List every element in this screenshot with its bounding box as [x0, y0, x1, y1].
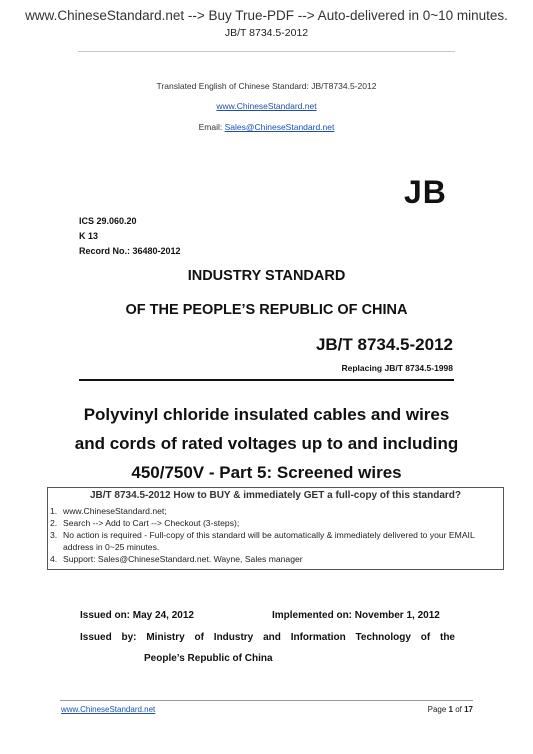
- header-divider: [78, 51, 455, 52]
- issued-date: Issued on: May 24, 2012: [80, 610, 194, 621]
- issued-by-line-2: People’s Republic of China: [144, 653, 273, 664]
- step-number: 2.: [50, 518, 58, 528]
- industry-standard-heading: INDUSTRY STANDARD: [187, 268, 346, 284]
- purchase-step: [48, 505, 503, 517]
- step-text: No action is required - Full-copy of this standard will be automatically & immediately delivered to your EMAIL address in 0~25 minutes.: [63, 530, 475, 552]
- footer-site-link[interactable]: www.ChineseStandard.net: [61, 705, 156, 714]
- step-text: www.ChineseStandard.net;: [63, 506, 167, 516]
- page-current: 1: [448, 705, 453, 714]
- jb-logo: JB: [404, 174, 447, 210]
- prc-heading: OF THE PEOPLE’S REPUBLIC OF CHINA: [125, 302, 408, 318]
- email-link[interactable]: Sales@ChineseStandard.net: [224, 122, 335, 132]
- replacing-note: Replacing JB/T 8734.5-1998: [341, 363, 453, 373]
- implemented-date: Implemented on: November 1, 2012: [272, 610, 440, 621]
- purchase-info-box: [47, 487, 504, 570]
- purchase-steps: [48, 505, 503, 565]
- purchase-step: [48, 529, 503, 553]
- title-divider: [79, 379, 454, 381]
- email-line: [0, 122, 533, 132]
- page-prefix: Page: [427, 705, 449, 714]
- step-number: 3.: [50, 530, 58, 540]
- page-of: of: [452, 705, 465, 714]
- issued-by-line-1: Issued by: Ministry of Industry and Information Technology of the: [80, 632, 455, 643]
- document-title-line-1: Polyvinyl chloride insulated cables and wires: [83, 405, 450, 424]
- step-text: Search --> Add to Cart --> Checkout (3-steps);: [63, 518, 240, 528]
- purchase-step: [48, 553, 503, 565]
- ics-code: ICS 29.060.20: [79, 216, 137, 226]
- site-link[interactable]: www.ChineseStandard.net: [216, 101, 317, 111]
- document-title-line-2: and cords of rated voltages up to and including: [74, 434, 459, 453]
- translation-line: Translated English of Chinese Standard: JB/T8734.5-2012: [156, 81, 377, 91]
- page-total: 17: [464, 705, 473, 714]
- header-standard-code: JB/T 8734.5-2012: [224, 27, 309, 39]
- document-title-line-3: 450/750V - Part 5: Screened wires: [131, 463, 402, 482]
- email-label: Email:: [198, 122, 225, 132]
- purchase-step: [48, 517, 503, 529]
- step-number: 4.: [50, 554, 58, 564]
- footer-divider: [60, 700, 473, 701]
- page-number: [428, 705, 473, 714]
- purchase-heading: JB/T 8734.5-2012 How to BUY & immediately GET a full-copy of this standard?: [89, 490, 461, 501]
- step-text: Support: Sales@ChineseStandard.net. Wayne, Sales manager: [63, 554, 303, 564]
- k-code: K 13: [79, 231, 99, 241]
- record-number: Record No.: 36480-2012: [79, 246, 181, 256]
- standard-code: JB/T 8734.5-2012: [315, 335, 453, 354]
- top-banner: www.ChineseStandard.net --> Buy True-PDF --> Auto-delivered in 0~10 minutes.: [25, 8, 508, 23]
- step-number: 1.: [50, 506, 58, 516]
